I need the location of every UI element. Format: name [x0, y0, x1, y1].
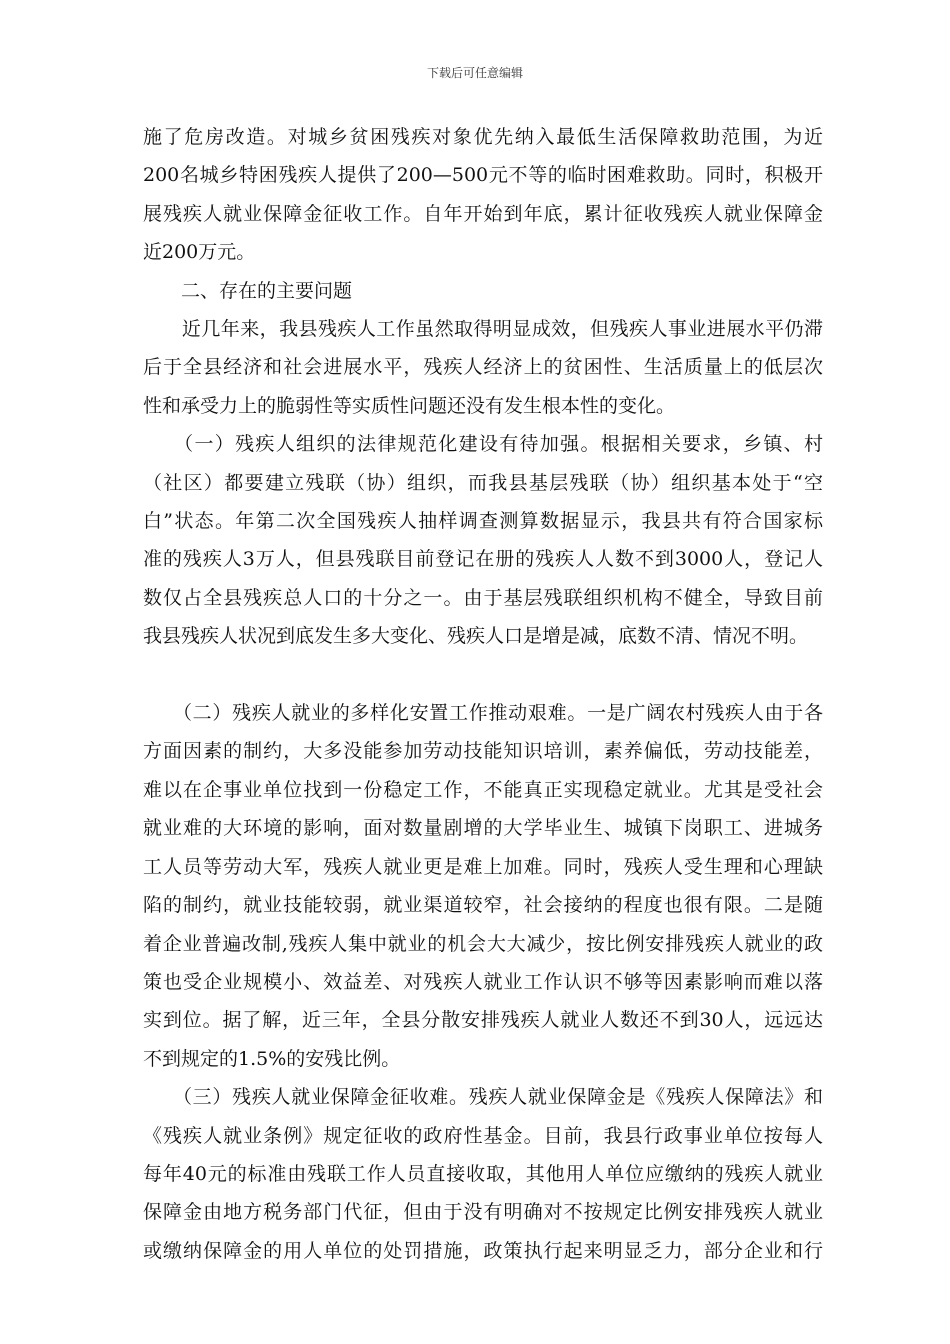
paragraph-1 — [143, 118, 823, 272]
text-line: 难以在企事业单位找到一份稳定工作，不能真正实现稳定就业。尤其是受社会 — [143, 778, 823, 801]
text-line: 保障金由地方税务部门代征，但由于没有明确对不按规定比例安排残疾人就业 — [143, 1201, 823, 1224]
document-body — [143, 118, 823, 1270]
text-line: 我县残疾人状况到底发生多大变化、残疾人口是增是减，底数不清、情况不明。 — [143, 625, 809, 648]
text-line: 展残疾人就业保障金征收工作。自年开始到年底，累计征收残疾人就业保障金 — [143, 202, 823, 225]
text-line: 着企业普遍改制,残疾人集中就业的机会大大减少，按比例安排残疾人就业的政 — [143, 932, 823, 955]
text-line: 就业难的大环境的影响，面对数量剧增的大学毕业生、城镇下岗职工、进城务 — [143, 817, 823, 840]
section-heading — [143, 272, 823, 310]
paragraph-4 — [143, 694, 823, 1078]
page-header: 下载后可任意编辑 — [426, 66, 523, 80]
text-line: 不到规定的1.5%的安残比例。 — [143, 1047, 401, 1070]
text-line: 方面因素的制约，大多没能参加劳动技能知识培训，素养偏低，劳动技能差， — [143, 740, 823, 763]
text-line: 实到位。据了解，近三年，全县分散安排残疾人就业人数还不到30人，远远达 — [143, 1009, 823, 1032]
text-line: 每年40元的标准由残联工作人员直接收取，其他用人单位应缴纳的残疾人就业 — [143, 1162, 823, 1185]
text-line: 陷的制约，就业技能较弱，就业渠道较窄，社会接纳的程度也很有限。二是随 — [143, 894, 823, 917]
text-line: 近200万元。 — [143, 241, 256, 264]
text-line: 性和承受力上的脆弱性等实质性问题还没有发生根本性的变化。 — [143, 394, 676, 417]
text-line: 200名城乡特困残疾人提供了200—500元不等的临时困难救助。同时，积极开 — [143, 164, 823, 187]
text-line: 策也受企业规模小、效益差、对残疾人就业工作认识不够等因素影响而难以落 — [143, 970, 823, 993]
text-line: 工人员等劳动大军，残疾人就业更是难上加难。同时，残疾人受生理和心理缺 — [143, 855, 823, 878]
text-line: （社区）都要建立残联（协）组织，而我县基层残联（协）组织基本处于“空 — [143, 471, 823, 494]
paragraph-3 — [143, 425, 823, 655]
text-line: 准的残疾人3万人，但县残联目前登记在册的残疾人人数不到3000人，登记人 — [143, 548, 823, 571]
text-line: 数仅占全县残疾总人口的十分之一。由于基层残联组织机构不健全，导致目前 — [143, 586, 823, 609]
text-line: 《残疾人就业条例》规定征收的政府性基金。目前，我县行政事业单位按每人 — [143, 1124, 823, 1147]
text-line: 施了危房改造。对城乡贫困残疾对象优先纳入最低生活保障救助范围，为近 — [143, 126, 823, 148]
text-line: （三）残疾人就业保障金征收难。残疾人就业保障金是《残疾人保障法》和 — [143, 1086, 823, 1109]
text-line: 白”状态。年第二次全国残疾人抽样调查测算数据显示，我县共有符合国家标 — [143, 510, 823, 533]
paragraph-spacer — [143, 656, 823, 694]
text-line: （二）残疾人就业的多样化安置工作推动艰难。一是广阔农村残疾人由于各 — [143, 702, 823, 725]
text-line: 或缴纳保障金的用人单位的处罚措施，政策执行起来明显乏力，部分企业和行 — [143, 1239, 823, 1262]
text-line: 近几年来，我县残疾人工作虽然取得明显成效，但残疾人事业进展水平仍滞 — [143, 318, 823, 341]
paragraph-2 — [143, 310, 823, 425]
paragraph-5 — [143, 1078, 823, 1270]
text-line: （一）残疾人组织的法律规范化建设有待加强。根据相关要求，乡镇、村 — [143, 433, 823, 456]
text-line: 后于全县经济和社会进展水平，残疾人经济上的贫困性、生活质量上的低层次 — [143, 356, 823, 379]
text-line: 二、存在的主要问题 — [143, 279, 353, 302]
